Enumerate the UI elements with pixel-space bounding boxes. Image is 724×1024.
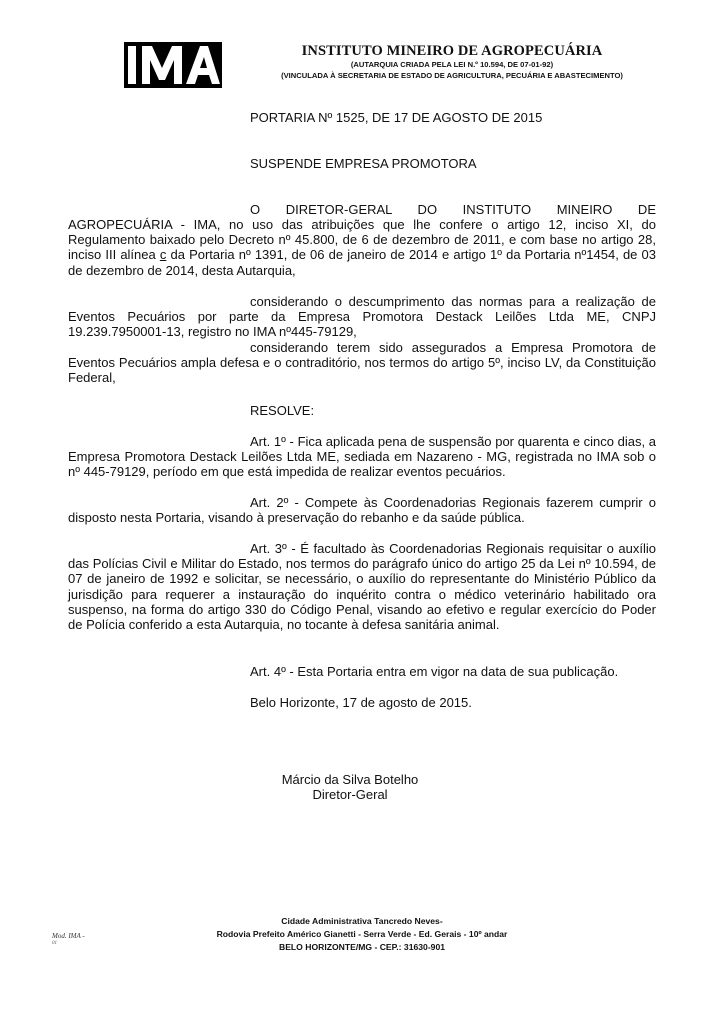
portaria-number: PORTARIA Nº 1525, DE 17 DE AGOSTO DE 2015 [250,110,543,125]
article-4: Art. 4º - Esta Portaria entra em vigor na data de sua publicação. [250,664,619,679]
form-model-code: Mod. IMA - [52,932,85,940]
ima-logo [124,42,222,88]
preamble-end: da Portaria nº 1391, de 06 de janeiro de 2014 e artigo 1º da Portaria nº1454, de 03 de dezembro de 2014, desta Autarquia, [68,247,656,278]
place-date: Belo Horizonte, 17 de agosto de 2015. [250,695,472,710]
footer-address-line-1: Cidade Administrativa Tancredo Neves- [281,916,443,926]
article-2-text: Art. 2º - Compete às Coordenadorias Regionais fazerem cumprir o disposto nesta Portaria, visando à preservação do rebanho e da saúde pública. [68,495,656,526]
institution-title: INSTITUTO MINEIRO DE AGROPECUÁRIA [301,43,603,59]
footer-address-line-2: Rodovia Prefeito Américo Gianetti - Serra Verde - Ed. Gerais - 10º andar [216,929,508,939]
article-1-text: Art. 1º - Fica aplicada pena de suspensão por quarenta e cinco dias, a Empresa Promotora Destack Leilões Ltda ME, sediada em Nazareno - MG, registrada no IMA sob o nº 445-79129, período em que está impedida de realizar eventos pecuários. [68,434,656,480]
article-2 [68,495,656,525]
article-3 [68,541,656,632]
footer-address-line-3: BELO HORIZONTE/MG - CEP.: 31630-901 [278,942,446,952]
preamble-c: c [159,247,167,263]
considerando-1-text: considerando o descumprimento das normas para a realização de Eventos Pecuários por parte da Empresa Promotora Destack Leilões Ltda ME, CNPJ 19.239.7950001-13, registro no IMA nº445-79129, [68,294,656,340]
considerando-2 [68,340,656,386]
preamble-first-line: O DIRETOR-GERAL DO INSTITUTO MINEIRO DE [250,202,656,217]
institution-subtitle-law: (AUTARQUIA CRIADA PELA LEI N.º 10.594, DE 07-01-92) [350,60,554,69]
article-3-text: Art. 3º - É facultado às Coordenadorias Regionais requisitar o auxílio das Polícias Civil e Militar do Estado, nos termos do parágrafo único do artigo 25 da Lei nº 10.594, de 07 de janeiro de 1992 e solicitar, se necessário, o auxílio do representante do Ministério Público da jurisdição para requerer a instauração do inquérito contra o médico veterinário habilitado ora suspenso, na forma do artigo 330 do Código Penal, visando ao efetivo e regular exercício do Poder de Polícia conferido a esta Autarquia, no tocante à defesa sanitária animal. [68,541,656,633]
article-1 [68,434,656,480]
preamble-paragraph [68,217,656,278]
resolve-heading: RESOLVE: [250,403,315,418]
portaria-ementa: SUSPENDE EMPRESA PROMOTORA [250,156,477,171]
form-model-number: 01 [52,941,57,946]
institution-subtitle-link: (VINCULADA À SECRETARIA DE ESTADO DE AGRICULTURA, PECUÁRIA E ABASTECIMENTO) [281,71,623,80]
considerando-1 [68,294,656,340]
considerando-2-text: considerando terem sido assegurados a Empresa Promotora de Eventos Pecuários ampla defesa e o contraditório, nos termos do artigo 5º, inciso LV, da Constituição Federal, [68,340,656,386]
preamble-text: AGROPECUÁRIA - IMA, no uso das atribuições que lhe confere o artigo 12, inciso XI, do Regulamento baixado pelo Decreto nº 45.800, de 6 de dezembro de 2011, e com base no artigo 28, inciso III alínea [68,217,656,263]
signer-name: Márcio da Silva Botelho [281,772,419,787]
signer-role: Diretor-Geral [312,787,388,802]
